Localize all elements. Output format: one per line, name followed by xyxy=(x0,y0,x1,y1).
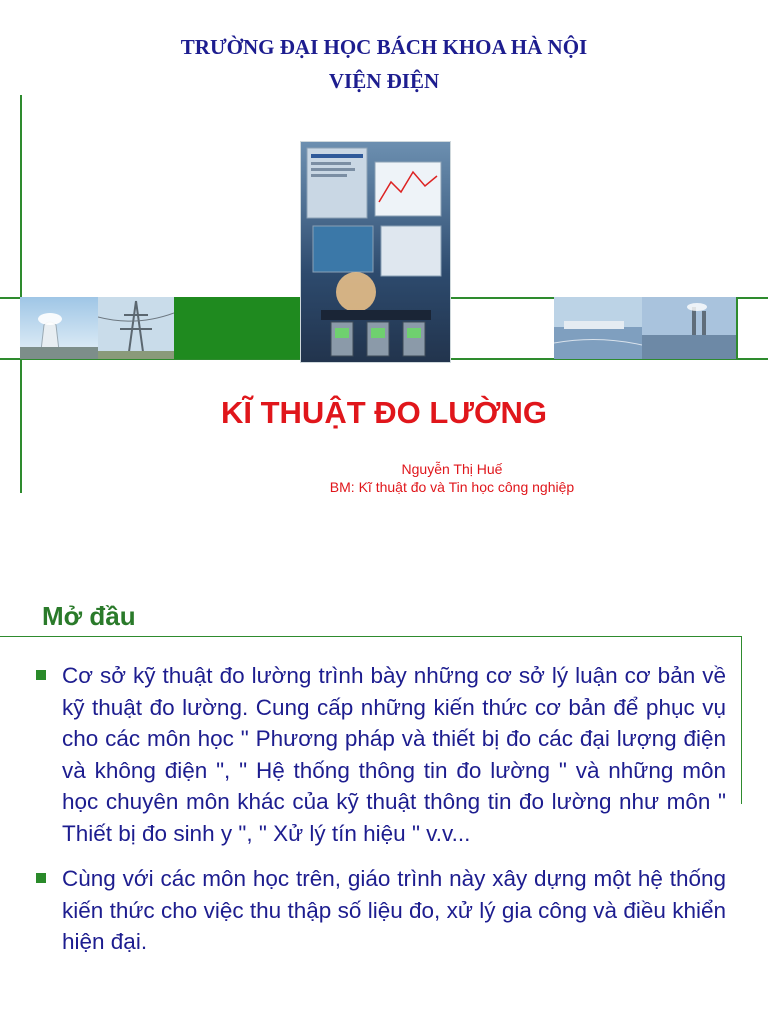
bullet-square-icon xyxy=(36,670,46,680)
right-vertical-line xyxy=(736,297,738,359)
section-heading: Mở đầu xyxy=(42,601,136,631)
water-facility-photo xyxy=(554,297,642,359)
bullet-text: Cơ sở kỹ thuật đo lường trình bày những cơ sở lý luận cơ bản về kỹ thuật đo lường. Cung cấp những kiến thức cơ bản để phục vụ cho các môn học " Phương pháp và thiết bị đo các đại lượng điện và không điện ", " Hệ thống thông tin đo lường " và những môn học chuyên môn khác của kỹ thuật thông tin đo lường như môn " Thiết bị đo sinh y ", " Xử lý tín hiệu " v.v... xyxy=(62,663,726,846)
department-name: BM: Kĩ thuật đo và Tin học công nghiệp xyxy=(329,479,575,495)
power-lines-photo xyxy=(98,297,174,359)
left-vertical-line xyxy=(20,95,22,493)
school-name: TRƯỜNG ĐẠI HỌC BÁCH KHOA HÀ NỘI xyxy=(180,35,588,59)
author-name: Nguyễn Thị Huế xyxy=(401,461,503,477)
green-color-block xyxy=(174,297,302,359)
bullet-square-icon xyxy=(36,873,46,883)
slide-title: KĨ THUẬT ĐO LƯỜNG xyxy=(221,395,547,430)
school-header xyxy=(0,30,768,98)
list-item xyxy=(36,660,726,849)
industrial-photo-right xyxy=(642,297,736,359)
list-item xyxy=(36,863,726,958)
bullet-list xyxy=(36,660,726,972)
control-room-collage-image xyxy=(300,141,451,363)
bullet-text: Cùng với các môn học trên, giáo trình này xây dựng một hệ thống kiến thức cho việc thu thập số liệu đo, xử lý gia công và điều khiển hiện đại. xyxy=(62,866,726,954)
power-plant-photo-left xyxy=(20,297,98,359)
institute-name: VIỆN ĐIỆN xyxy=(328,69,440,93)
heading-underline xyxy=(0,636,742,637)
author-block xyxy=(252,460,652,496)
right-border-line xyxy=(741,636,742,804)
